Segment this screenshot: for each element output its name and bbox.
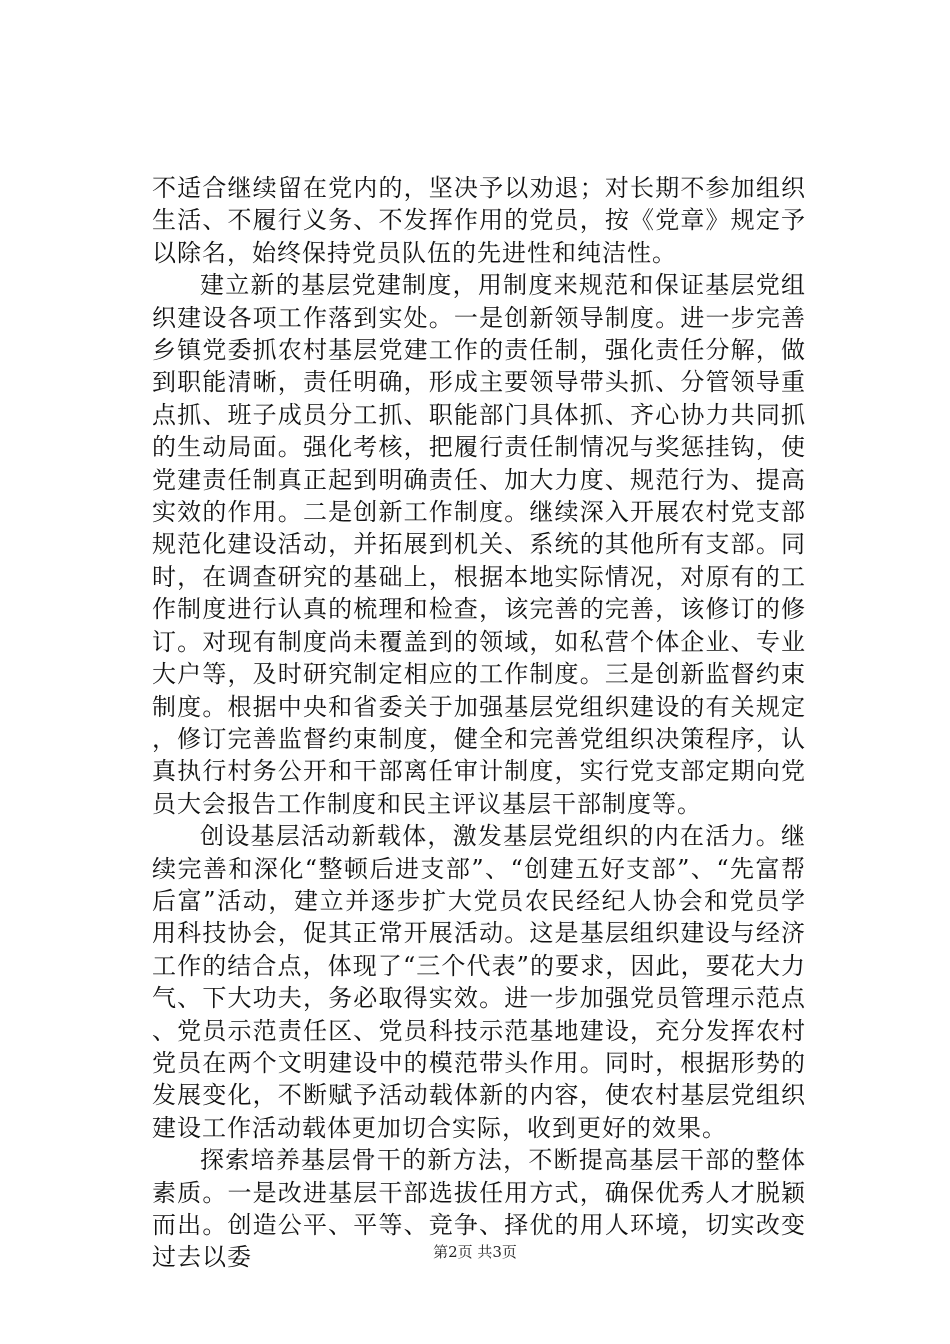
paragraph-3: 创设基层活动新载体，激发基层党组织的内在活力。继续完善和深化“整顿后进支部”、“创建五好支部”、“先富帮后富”活动，建立并逐步扩大党员农民经纪人协会和党员学用科技协会，促其正常开展活动。这是基层组织建设与经济工作的结合点，体现了“三个代表”的要求，因此，要花大力气、下大功夫，务必取得实效。进一步加强党员管理示范点、党员示范责任区、党员科技示范基地建设，充分发挥农村党员在两个文明建设中的模范带头作用。同时，根据形势的发展变化，不断赋予活动载体新的内容，使农村基层党组织建设工作活动载体更加切合实际，收到更好的效果。	[152, 822, 806, 1142]
paragraph-4: 探索培养基层骨干的新方法，不断提高基层干部的整体素质。一是改进基层干部选拔任用方式，确保优秀人才脱颖而出。创造公平、平等、竞争、择优的用人环境，切实改变过去以委	[152, 1146, 806, 1272]
paragraph-1: 不适合继续留在党内的，坚决予以劝退；对长期不参加组织生活、不履行义务、不发挥作用的党员，按《党章》规定予以除名，始终保持党员队伍的先进性和纯洁性。	[152, 174, 806, 267]
page-number-footer: 第2页 共3页	[433, 1243, 517, 1261]
paragraph-2: 建立新的基层党建制度，用制度来规范和保证基层党组织建设各项工作落到实处。一是创新领导制度。进一步完善乡镇党委抓农村基层党建工作的责任制，强化责任分解，做到职能清晰，责任明确，形成主要领导带头抓、分管领导重点抓、班子成员分工抓、职能部门具体抓、齐心协力共同抓的生动局面。强化考核，把履行责任制情况与奖惩挂钩，使党建责任制真正起到明确责任、加大力度、规范行为、提高实效的作用。二是创新工作制度。继续深入开展农村党支部规范化建设活动，并拓展到机关、系统的其他所有支部。同时，在调查研究的基础上，根据本地实际情况，对原有的工作制度进行认真的梳理和检查，该完善的完善，该修订的修订。对现有制度尚未覆盖到的领域，如私营个体企业、专业大户等，及时研究制定相应的工作制度。三是创新监督约束制度。根据中央和省委关于加强基层党组织建设的有关规定，修订完善监督约束制度，健全和完善党组织决策程序，认真执行村务公开和干部离任审计制度，实行党支部定期向党员大会报告工作制度和民主评议基层干部制度等。	[152, 271, 806, 818]
document-body	[152, 172, 806, 1274]
